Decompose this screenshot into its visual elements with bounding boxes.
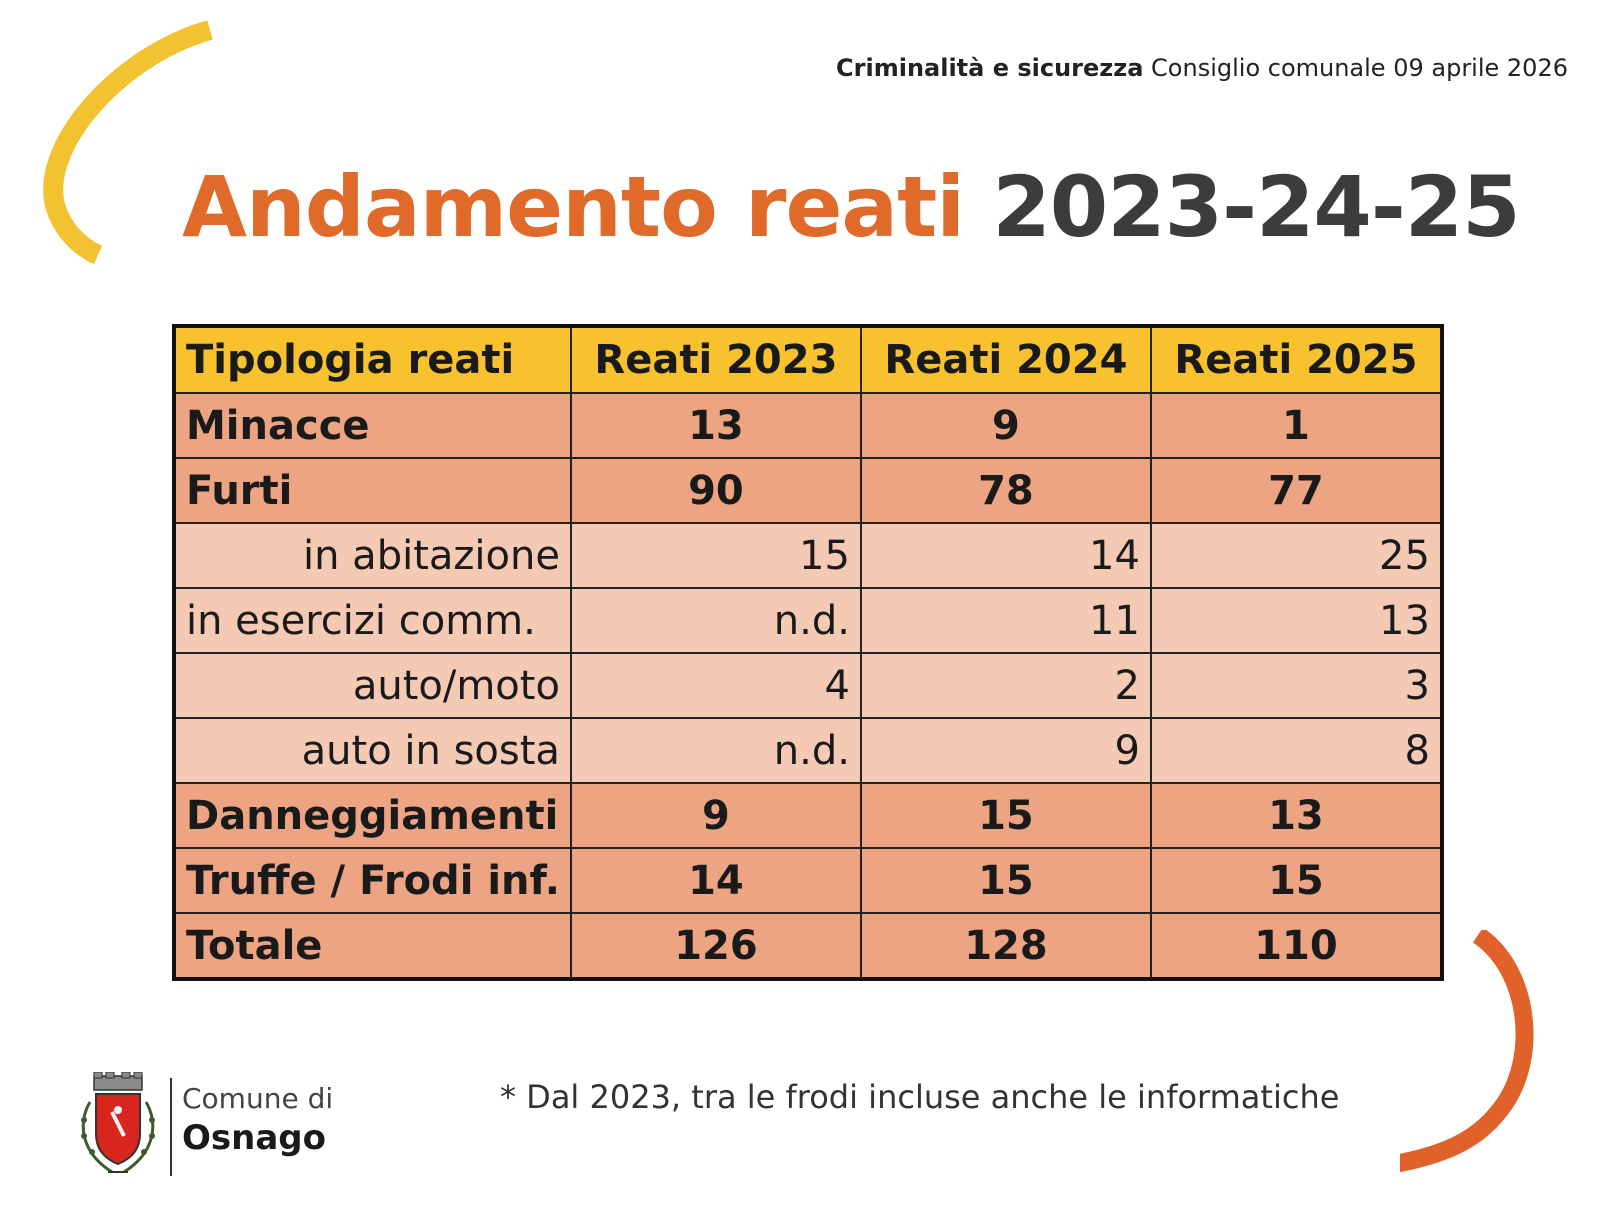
- table-row: [174, 523, 1442, 588]
- table-row: [174, 653, 1442, 718]
- header-cell: Reati 2024: [861, 326, 1151, 393]
- cell-value: 15: [861, 848, 1151, 913]
- cell-value: 126: [571, 913, 861, 979]
- cell-value: n.d.: [571, 718, 861, 783]
- cell-value: 110: [1151, 913, 1442, 979]
- cell-value: 77: [1151, 458, 1442, 523]
- table-header-row: [174, 326, 1442, 393]
- header-cell: Reati 2025: [1151, 326, 1442, 393]
- cell-value: 4: [571, 653, 861, 718]
- cell-value: 15: [861, 783, 1151, 848]
- cell-value: 1: [1151, 393, 1442, 458]
- row-label: auto in sosta: [174, 718, 571, 783]
- row-label: Totale: [174, 913, 571, 979]
- cell-value: 11: [861, 588, 1151, 653]
- cell-value: 13: [571, 393, 861, 458]
- header-event: Consiglio comunale 09 aprile 2026: [1151, 54, 1568, 82]
- cell-value: 13: [1151, 783, 1442, 848]
- cell-value: 9: [861, 718, 1151, 783]
- footnote: * Dal 2023, tra le frodi incluse anche le informatiche: [500, 1078, 1340, 1116]
- header-cell: Reati 2023: [571, 326, 861, 393]
- table-row-total: [174, 913, 1442, 979]
- row-label: Truffe / Frodi inf.: [174, 848, 571, 913]
- cell-value: 14: [861, 523, 1151, 588]
- cell-value: 2: [861, 653, 1151, 718]
- logo-comune-text: Comune di: [182, 1082, 334, 1115]
- coat-of-arms-icon: [72, 1072, 164, 1182]
- logo-divider: [170, 1078, 172, 1176]
- cell-value: 9: [861, 393, 1151, 458]
- header-topic: Criminalità e sicurezza: [836, 54, 1144, 82]
- cell-value: 15: [1151, 848, 1442, 913]
- table-row: [174, 718, 1442, 783]
- cell-value: n.d.: [571, 588, 861, 653]
- row-label: Furti: [174, 458, 571, 523]
- crime-table: [172, 324, 1444, 981]
- row-label: in esercizi comm.: [174, 588, 571, 653]
- cell-value: 14: [571, 848, 861, 913]
- row-label: auto/moto: [174, 653, 571, 718]
- title-part2: 2023-24-25: [992, 158, 1520, 256]
- table-row: [174, 783, 1442, 848]
- table-row: [174, 458, 1442, 523]
- cell-value: 15: [571, 523, 861, 588]
- cell-value: 78: [861, 458, 1151, 523]
- header-cell: Tipologia reati: [174, 326, 571, 393]
- row-label: in abitazione: [174, 523, 571, 588]
- cell-value: 13: [1151, 588, 1442, 653]
- cell-value: 3: [1151, 653, 1442, 718]
- slide-header: [836, 54, 1568, 82]
- row-label: Minacce: [174, 393, 571, 458]
- title-part1: Andamento reati: [182, 158, 965, 256]
- cell-value: 128: [861, 913, 1151, 979]
- slide-title: [182, 158, 1520, 256]
- row-label: Danneggiamenti: [174, 783, 571, 848]
- cell-value: 9: [571, 783, 861, 848]
- table-row: [174, 393, 1442, 458]
- cell-value: 8: [1151, 718, 1442, 783]
- logo-town-name: Osnago: [182, 1118, 326, 1158]
- cell-value: 90: [571, 458, 861, 523]
- table-row: [174, 588, 1442, 653]
- cell-value: 25: [1151, 523, 1442, 588]
- table-row: [174, 848, 1442, 913]
